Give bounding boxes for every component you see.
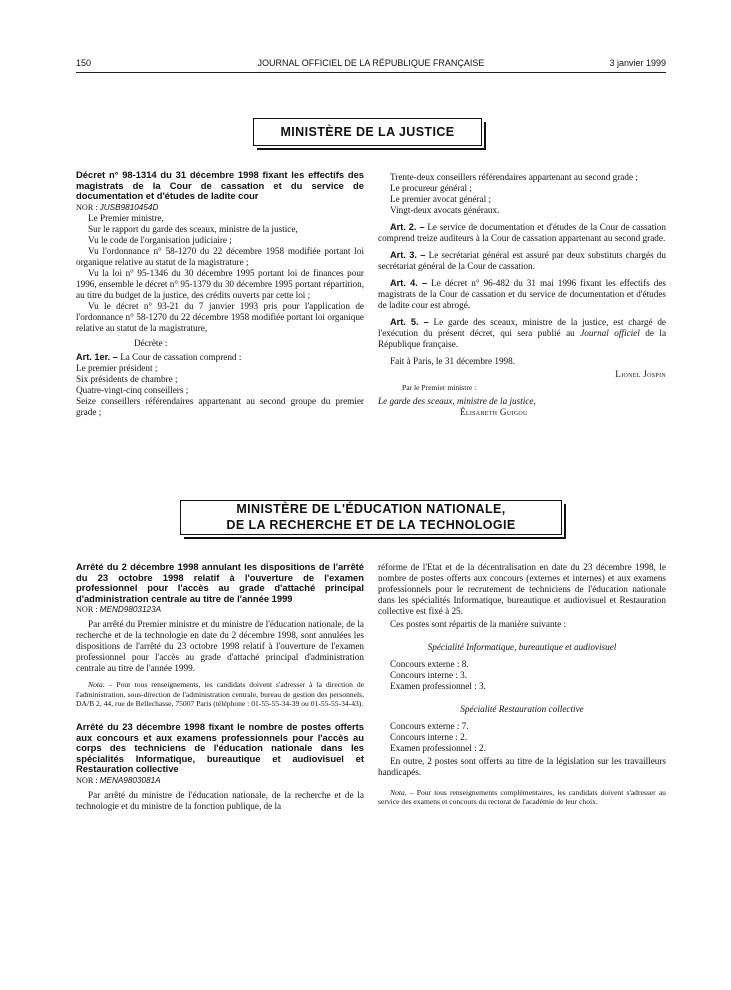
justice-left-column	[76, 170, 364, 418]
arrete-2-text-cont: réforme de l'Etat et de la décentralisation en date du 23 décembre 1998, le nombre de postes offerts aux concours (externes et internes) et aux examens professionnels pour le recrutement de techniciens de l'éducation nationale dans les spécialités Informatique, bureautique et audiovisuel et Restauration collective est fixé à 25.	[378, 562, 666, 616]
article-3: Art. 3. – Le secrétariat général est assuré par deux substituts chargés du secrétariat général de la Cour de cassation.	[378, 250, 666, 271]
preamble-line: Sur le rapport du garde des sceaux, ministre de la justice,	[88, 223, 298, 234]
by-pm: Par le Premier ministre :	[402, 383, 477, 392]
ministry-title-education-2: DE LA RECHERCHE ET DE LA TECHNOLOGIE	[226, 517, 516, 532]
article-2: Art. 2. – Le service de documentation et d'études de la Cour de cassation comprend treize auditeurs à la Cour de cassation appartenant au second grade.	[378, 222, 666, 243]
arrete-2-title: Arrêté du 23 décembre 1998 fixant le nombre de postes offerts aux concours et aux examens professionnels pour l'accès au corps des techniciens de l'éducation nationale dans les spécialités Informatique, bureautique et audiovisuel et Restauration collective	[76, 720, 364, 775]
speciality-2-item: Examen professionnel : 2.	[390, 743, 486, 753]
postes-intro: Ces postes sont répartis de la manière suivante :	[390, 619, 567, 629]
page-number: 150	[76, 58, 92, 68]
preamble-line: Vu le code de l'organisation judiciaire ;	[88, 234, 232, 245]
education-left-column	[76, 562, 364, 812]
minister-name: Élisabeth Guigou	[460, 407, 528, 417]
ministry-title-education-1: MINISTÈRE DE L'ÉDUCATION NATIONALE,	[236, 502, 506, 516]
running-header	[76, 58, 666, 70]
article-1: Art. 1er. – La Cour de cassation comprend :	[76, 351, 242, 362]
article-4: Art. 4. – Le décret n° 96-482 du 31 mai 1996 fixant les effectifs des magistrats de la Cour de cassation et du service de documentation et d'études de ladite cour est abrogé.	[378, 278, 667, 310]
speciality-1-item: Concours interne : 3.	[390, 670, 468, 680]
speciality-2-item: Concours interne : 2.	[390, 732, 468, 742]
ministry-title-justice: MINISTÈRE DE LA JUSTICE	[280, 125, 455, 139]
journal-title: JOURNAL OFFICIEL DE LA RÉPUBLIQUE FRANÇAISE	[257, 58, 485, 68]
arrete-2-note: Nota. – Pour tous renseignements complémentaires, les candidats doivent s'adresser au service des examens et concours du rectorat de l'académie de leur choix.	[378, 788, 666, 807]
article-1-item: Le premier président ;	[76, 362, 158, 373]
arrete-2-text: Par arrêté du ministre de l'éducation nationale, de la recherche et de la technologie et du ministre de la fonction publique, de la	[76, 789, 364, 811]
article-1-item: Le premier avocat général ;	[390, 194, 492, 204]
speciality-2-title: Spécialité Restauration collective	[460, 704, 584, 714]
arrete-2-nor: NOR : MENA9803081A	[76, 775, 161, 785]
done-at: Fait à Paris, le 31 décembre 1998.	[390, 356, 516, 366]
article-5: Art. 5. – Le garde des sceaux, ministre de la justice, est chargé de l'exécution du présent décret, qui sera publié au Journal officiel de la République française.	[378, 317, 667, 349]
speciality-1-item: Examen professionnel : 3.	[390, 681, 486, 691]
article-1-item: Seize conseillers référendaires appartenant au second groupe du premier grade ;	[76, 395, 364, 417]
preamble-line: Vu l'ordonnance n° 58-1270 du 22 décembre 1958 modifiée portant loi organique relative au statut de la magistrature ;	[76, 245, 364, 267]
arrete-1-title: Arrêté du 2 décembre 1998 annulant les dispositions de l'arrêté du 23 octobre 1998 relatif à l'ouverture de l'examen professionnel pour l'accès au grade d'attaché principal d'administration centrale au titre de l'année 1999	[76, 561, 364, 604]
decree-nor: NOR : JUSB9810454D	[76, 202, 159, 212]
article-1-item: Quatre-vingt-cinq conseillers ;	[76, 384, 189, 395]
preamble-line: Le Premier ministre,	[88, 212, 164, 223]
preamble-line: Vu la loi n° 95-1346 du 30 décembre 1995 portant loi de finances pour 1996, ensemble le décret n° 95-1379 du 30 décembre 1995 portant répartition, au titre du budget de la justice, des crédits ouverts par cette loi ;	[76, 267, 364, 300]
arrete-1-text: Par arrêté du Premier ministre et du ministre de l'éducation nationale, de la recherche et de la technologie en date du 2 décembre 1998, sont annulées les dispositions de l'arrêté du 23 octobre 1998 relatif à l'ouverture de l'examen professionnel pour l'accès au grade d'attaché principal d'administration centrale au titre de l'année 1999.	[76, 619, 364, 674]
justice-right-column	[378, 172, 666, 418]
arrete-1-note: Nota. – Pour tous renseignements, les candidats doivent s'adresser à la direction de l'administration, sous-direction de l'administration centrale, bureau de gestion des personnels, DA/B 2, 44, rue de Bellechasse, 75007 Paris (téléphone : 01-55-55-34-39 ou 01-55-55-34-43).	[76, 680, 364, 708]
header-rule	[76, 72, 666, 73]
extra-posts: En outre, 2 postes sont offerts au titre de la législation sur les travailleurs handicapés.	[378, 756, 666, 777]
speciality-1-item: Concours externe : 8.	[390, 659, 469, 669]
signatory-pm: Lionel Jospin	[615, 369, 666, 379]
article-1-item: Trente-deux conseillers référendaires appartenant au second grade ;	[390, 172, 638, 182]
article-1-item: Le procureur général ;	[390, 183, 472, 193]
decrete: Décrète :	[134, 337, 168, 348]
education-right-column	[378, 562, 666, 806]
issue-date: 3 janvier 1999	[609, 58, 666, 68]
minister-title: Le garde des sceaux, ministre de la justice,	[378, 396, 536, 406]
decree-title: Décret n° 98-1314 du 31 décembre 1998 fixant les effectifs des magistrats de la Cour de cassation et du service de documentation et d'études de ladite cour	[76, 169, 364, 202]
preamble-line: Vu le décret n° 93-21 du 7 janvier 1993 pris pour l'application de l'ordonnance n° 58-1270 du 22 décembre 1958 modifiée portant loi organique relative au statut de la magistrature,	[76, 300, 364, 333]
speciality-1-title: Spécialité Informatique, bureautique et audiovisuel	[427, 642, 617, 652]
article-1-item: Six présidents de chambre ;	[76, 373, 178, 384]
ministry-box-justice	[253, 118, 482, 146]
article-1-item: Vingt-deux avocats généraux.	[390, 205, 500, 215]
arrete-1-nor: NOR : MEND9803123A	[76, 605, 162, 615]
speciality-2-item: Concours externe : 7.	[390, 721, 469, 731]
ministry-box-education	[180, 500, 562, 535]
